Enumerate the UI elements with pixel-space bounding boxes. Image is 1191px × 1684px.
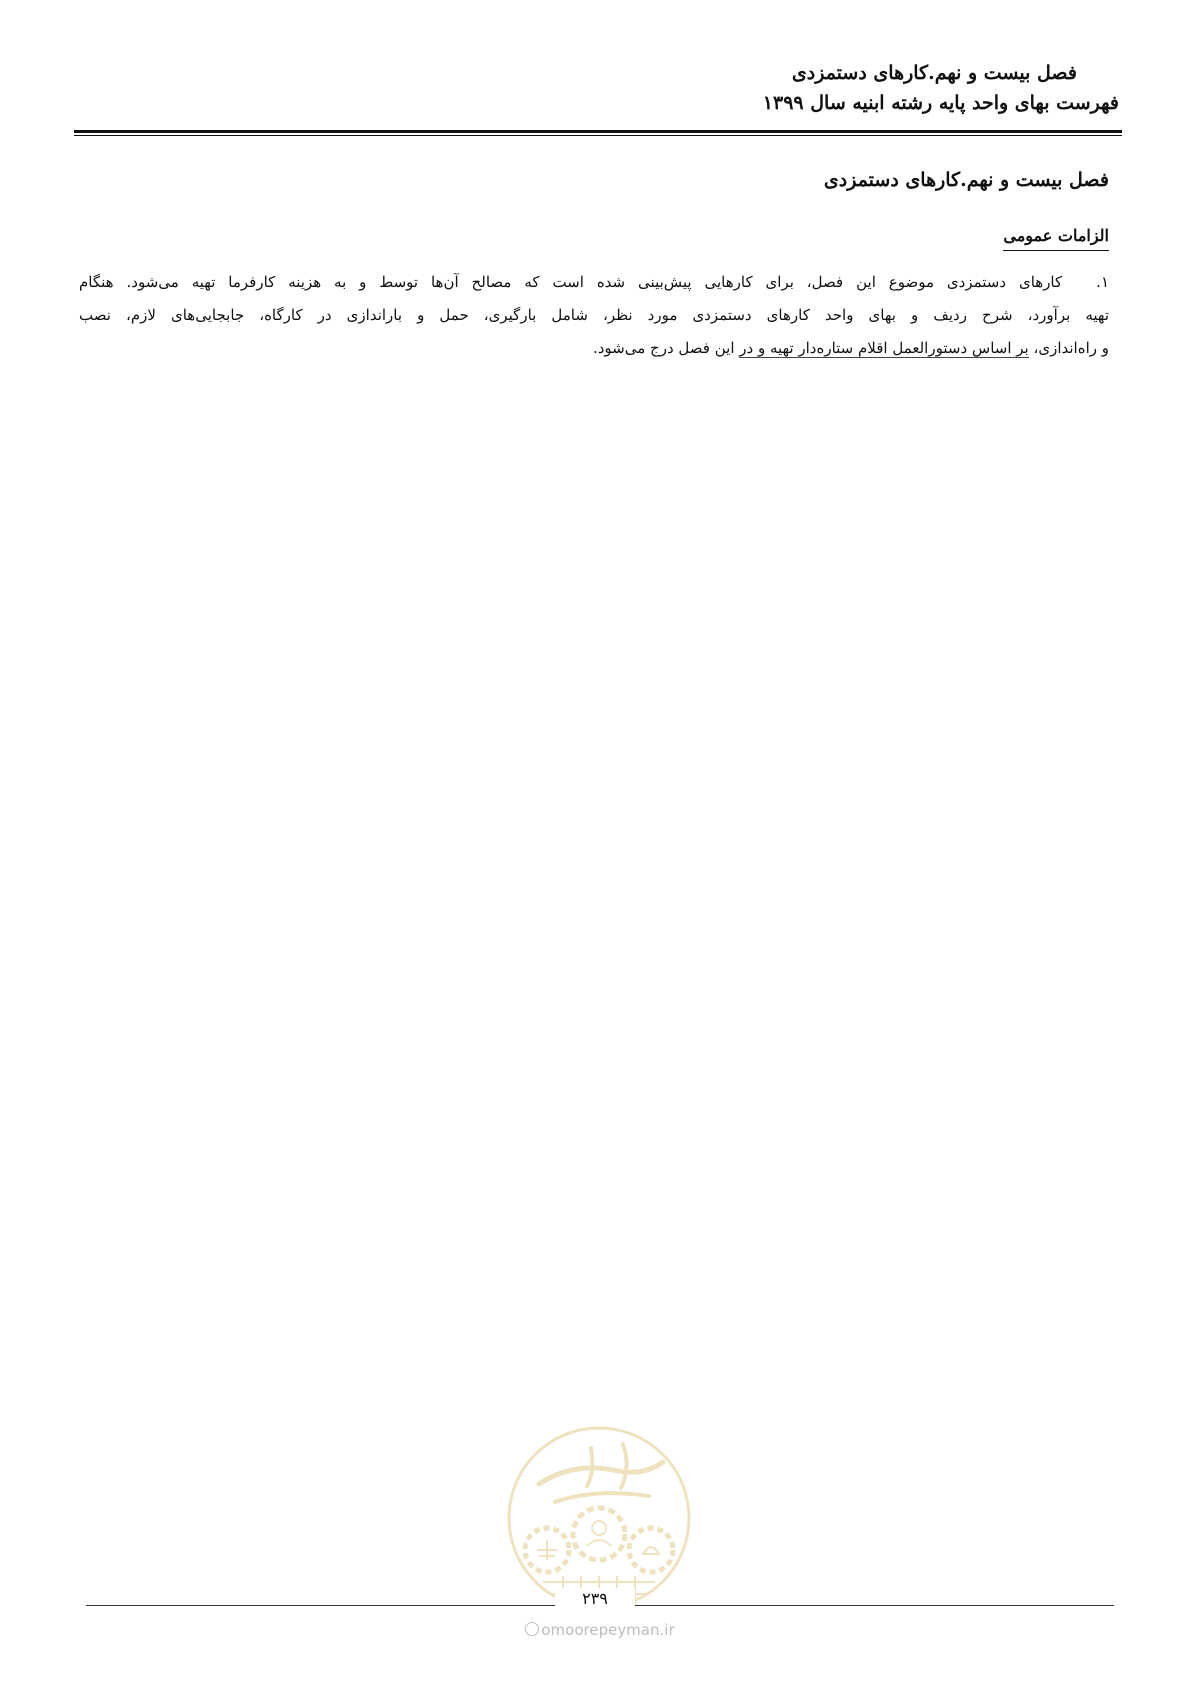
header-double-rule [74, 130, 1122, 136]
person-icon-body [587, 1540, 611, 1546]
running-header [319, 58, 1119, 118]
website-watermark [505, 1620, 695, 1640]
person-icon-head [592, 1521, 606, 1535]
section-heading: الزامات عمومی [1003, 223, 1109, 251]
header-rule-thin [74, 135, 1122, 136]
header-document-line: فهرست بهای واحد پایه رشته ابنیه سال ۱۳۹۹ [762, 92, 1119, 114]
seal-calligraphy-stroke-1 [539, 1462, 663, 1484]
paragraph-line-1 [79, 266, 1109, 299]
page-number: ۲۳۹ [555, 1588, 635, 1610]
header-chapter-line: فصل بیست و نهم.کارهای دستمزدی [791, 62, 1077, 84]
paragraph-line-3 [79, 332, 1109, 365]
requirement-item-1 [79, 266, 1109, 365]
paragraph-line-2: تهیه برآورد، شرح ردیف و بهای واحد کارهای دستمزدی مورد نظر، شامل بارگیری، حمل و باراندازی در کارگاه، جابجایی‌های لازم، نصب [79, 306, 1109, 324]
item-number: ۱. [1096, 273, 1109, 291]
header-rule-thick [74, 130, 1122, 133]
paragraph-line-1-text: کارهای دستمزدی موضوع این فصل، برای کارهایی پیش‌بینی شده است که مصالح آن‌ها توسط و به هزینه کارفرما تهیه می‌شود. هنگام [79, 273, 1063, 291]
globe-icon [525, 1622, 539, 1636]
website-url: omoorepeyman.ir [541, 1621, 675, 1639]
seal-gear-right [629, 1528, 673, 1572]
chapter-title: فصل بیست و نهم.کارهای دستمزدی [823, 169, 1109, 191]
seal-calligraphy-stroke-2 [555, 1493, 649, 1502]
paragraph-line-3-end: این فصل درج می‌شود. [592, 339, 740, 357]
helmet-icon [643, 1547, 659, 1554]
paragraph-line-3-start: و راه‌اندازی، [1028, 339, 1109, 357]
underlined-phrase: بر اساس دستورالعمل اقلام ستاره‌دار تهیه و در [739, 339, 1029, 357]
seal-calligraphy-stroke-3 [621, 1444, 627, 1488]
scales-icon [537, 1540, 557, 1560]
